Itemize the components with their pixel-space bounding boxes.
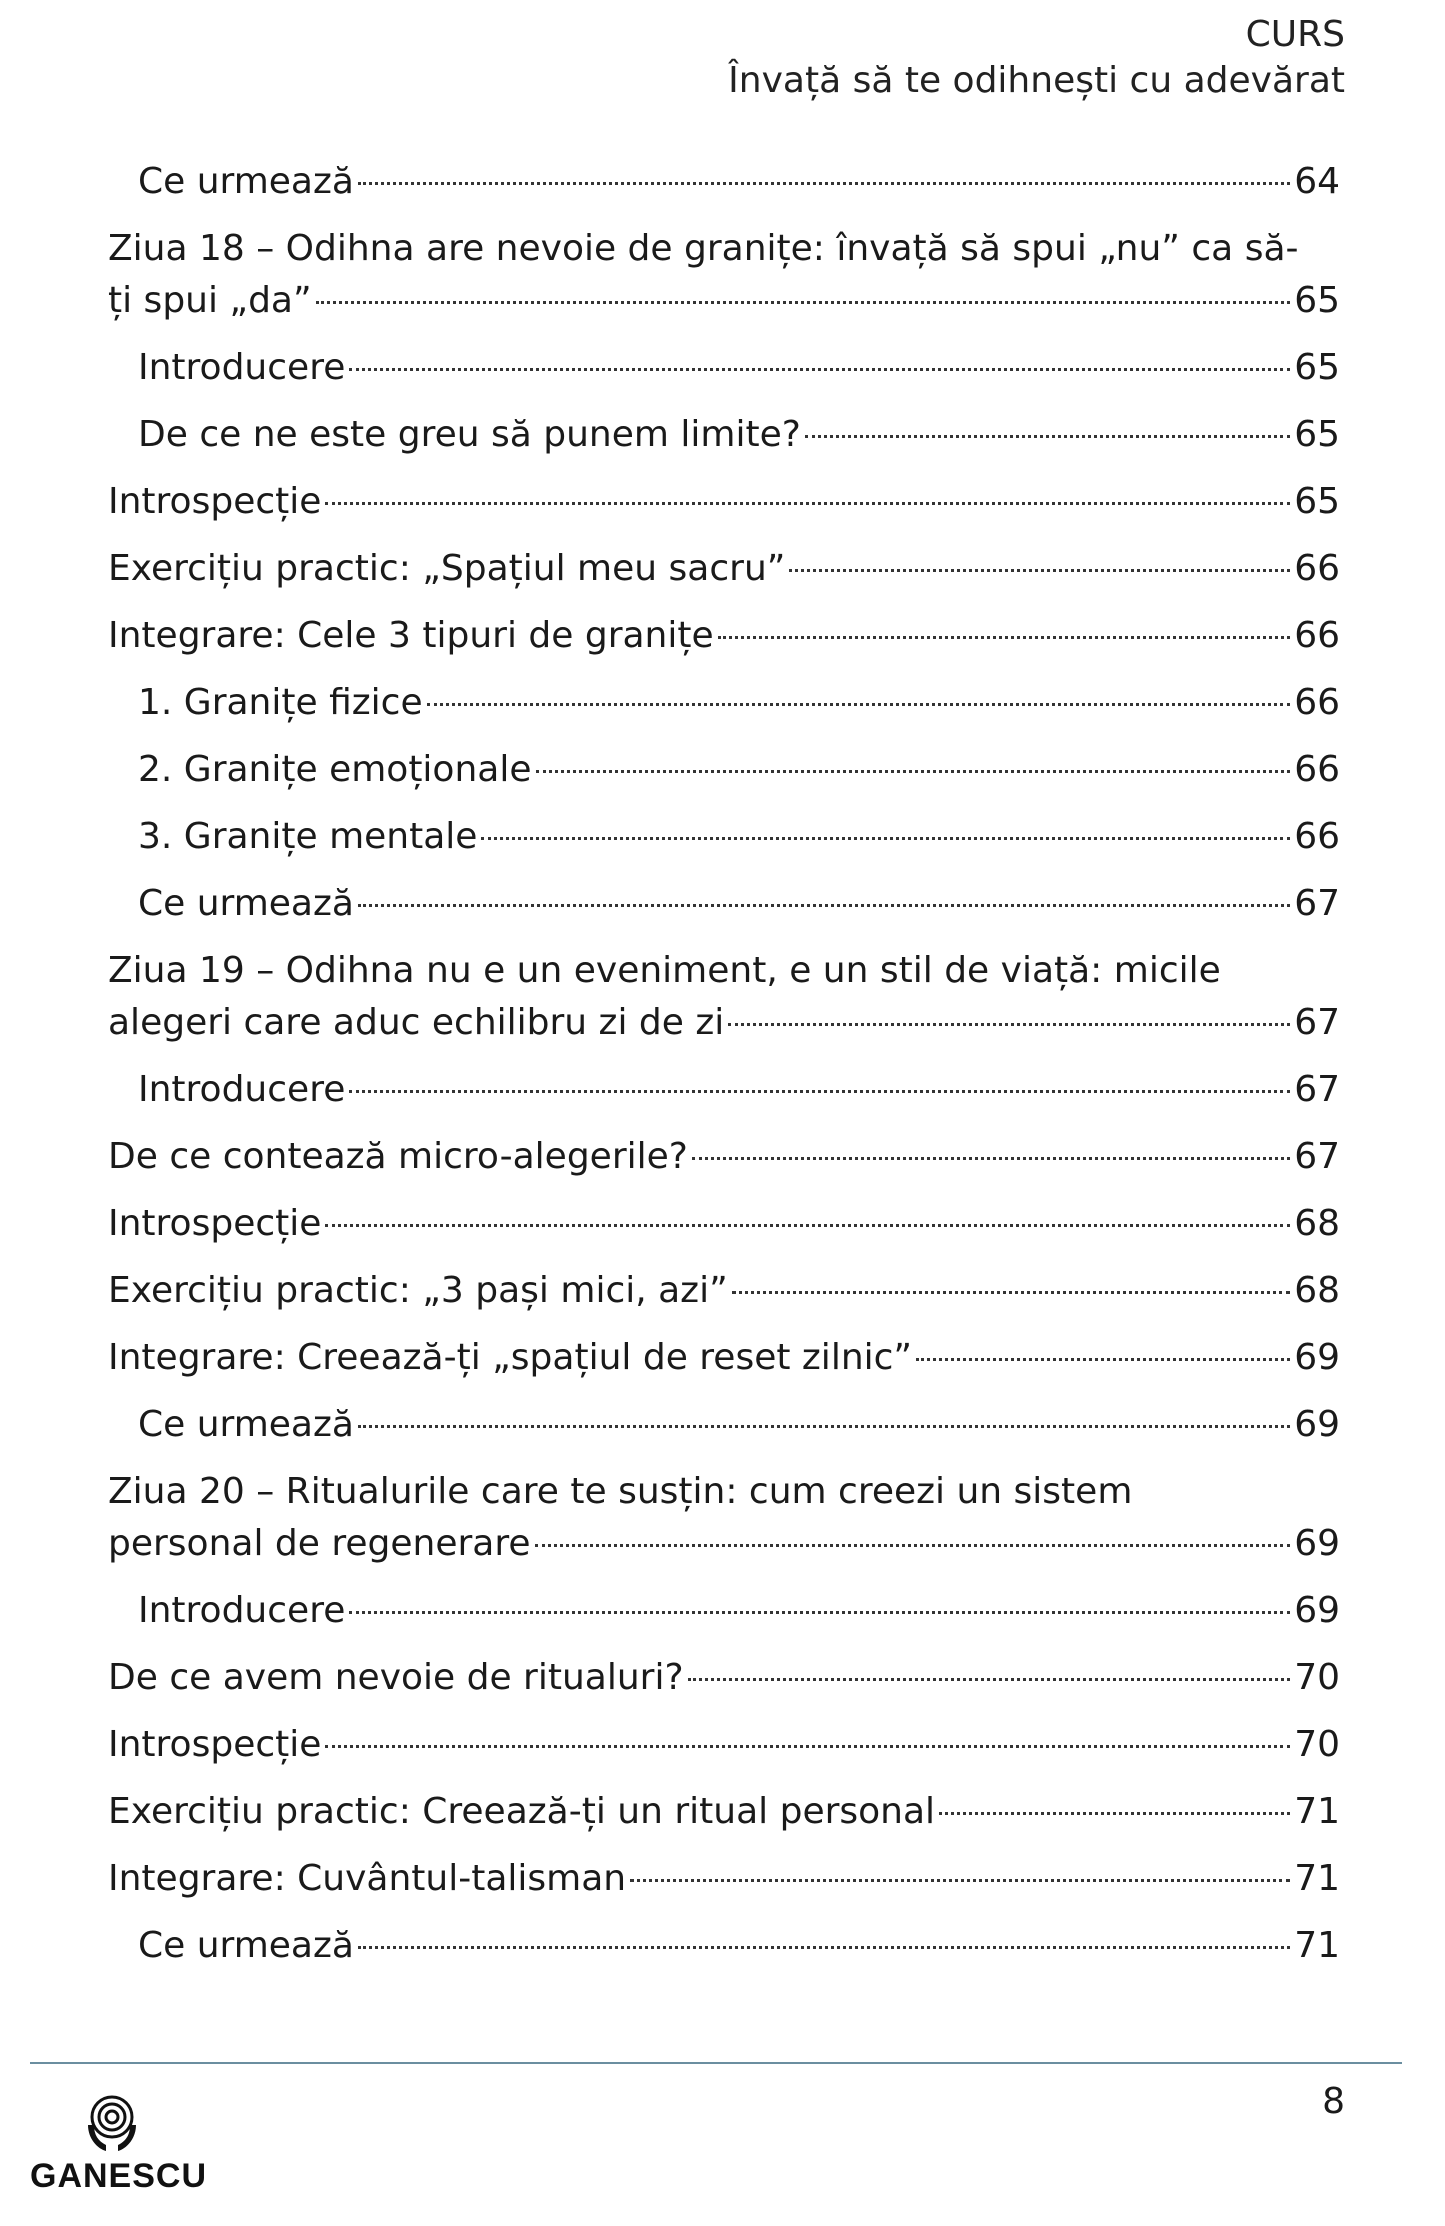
toc-entry-title: ți spui „da” [108,280,312,321]
toc-entry-page: 69 [1294,1590,1340,1631]
brand-name: GANESCU [30,2157,208,2195]
toc-entry-title: Ce urmează [138,1925,354,1966]
dot-leader [325,1224,1290,1227]
toc-entry-page: 68 [1294,1203,1340,1244]
toc-entry-page: 69 [1294,1523,1340,1564]
dot-leader [536,770,1291,773]
toc-entry[interactable] [108,610,1340,662]
toc-entry-title: Introducere [138,1069,346,1110]
toc-entry[interactable] [108,1652,1340,1704]
dot-leader [535,1544,1291,1547]
toc-entry[interactable] [108,744,1340,796]
dot-leader [316,301,1291,304]
dot-leader [358,904,1290,907]
toc-entry-title: De ce avem nevoie de ritualuri? [108,1657,684,1698]
toc-entry[interactable] [108,409,1340,461]
toc-entry[interactable] [108,1920,1340,1972]
dot-leader [358,1946,1290,1949]
toc-entry-title-line1: Ziua 18 – Odihna are nevoie de granițe: învață să spui „nu” ca să- [108,228,1299,269]
toc-entry[interactable] [108,476,1340,528]
dot-leader [481,837,1290,840]
toc-entry-page: 67 [1294,883,1340,924]
toc-entry-title: Integrare: Cele 3 tipuri de granițe [108,615,714,656]
toc-entry-page: 65 [1294,347,1340,388]
toc-entry-page: 65 [1294,481,1340,522]
toc-entry-title: De ce contează micro-alegerile? [108,1136,688,1177]
toc-entry[interactable] [108,342,1340,394]
page-number: 8 [1322,2081,1345,2122]
toc-entry-title: Ce urmează [138,1404,354,1445]
toc-entry-page: 66 [1294,548,1340,589]
dot-leader [916,1358,1290,1361]
toc-entry-page: 70 [1294,1657,1340,1698]
dot-leader [732,1291,1290,1294]
toc-entry-page: 71 [1294,1791,1340,1832]
toc-entry[interactable] [108,1064,1340,1116]
header-course-label: CURS [1245,14,1345,55]
toc-entry-page: 66 [1294,816,1340,857]
toc-entry-page: 66 [1294,749,1340,790]
toc-entry-title: personal de regenerare [108,1523,531,1564]
dot-leader [718,636,1291,639]
toc-entry-page: 69 [1294,1337,1340,1378]
toc-entry-title: Ce urmează [138,883,354,924]
toc-entry[interactable] [108,1332,1340,1384]
toc-entry[interactable] [108,1399,1340,1451]
toc-entry[interactable] [108,223,1340,327]
toc-entry-title: Introspecție [108,1724,322,1765]
toc-entry-page: 66 [1294,615,1340,656]
toc-entry[interactable] [108,811,1340,863]
toc-entry[interactable] [108,945,1340,1049]
dot-leader [688,1678,1291,1681]
toc-entry-page: 67 [1294,1136,1340,1177]
dot-leader [349,368,1290,371]
dot-leader [939,1812,1290,1815]
dot-leader [325,1745,1290,1748]
toc-entry-title: Exercițiu practic: „3 pași mici, azi” [108,1270,728,1311]
toc-entry[interactable] [108,1853,1340,1905]
brand-logo [30,2095,208,2196]
dot-leader [349,1090,1290,1093]
running-header [728,12,1345,104]
toc-entry-page: 67 [1294,1069,1340,1110]
dot-leader [349,1611,1290,1614]
toc-entry-title-line1: Ziua 20 – Ritualurile care te susțin: cum creezi un sistem [108,1471,1133,1512]
toc-entry-page: 68 [1294,1270,1340,1311]
toc-entry-title: Integrare: Creează-ți „spațiul de reset zilnic” [108,1337,913,1378]
toc-entry-page: 71 [1294,1925,1340,1966]
toc-entry-title: Introspecție [108,1203,322,1244]
toc-entry-page: 66 [1294,682,1340,723]
toc-entry-title: alegeri care aduc echilibru zi de zi [108,1002,725,1043]
dot-leader [358,1425,1290,1428]
toc-entry-page: 67 [1294,1002,1340,1043]
toc-entry-title: De ce ne este greu să punem limite? [138,414,801,455]
toc-entry[interactable] [108,1786,1340,1838]
toc-entry[interactable] [108,878,1340,930]
dot-leader [358,182,1290,185]
toc-entry-title: 1. Granițe fizice [138,682,423,723]
toc-entry-page: 71 [1294,1858,1340,1899]
toc-entry-title: Exercițiu practic: „Spațiul meu sacru” [108,548,786,589]
toc-entry[interactable] [108,1585,1340,1637]
dot-leader [427,703,1291,706]
toc-entry-page: 64 [1294,161,1340,202]
table-of-contents [108,156,1340,1987]
toc-entry-page: 70 [1294,1724,1340,1765]
toc-entry[interactable] [108,677,1340,729]
toc-entry-title: 3. Granițe mentale [138,816,478,857]
toc-entry-page: 65 [1294,414,1340,455]
toc-entry-page: 65 [1294,280,1340,321]
toc-entry-title-line1: Ziua 19 – Odihna nu e un eveniment, e un stil de viață: micile [108,950,1221,991]
toc-entry-page: 69 [1294,1404,1340,1445]
toc-entry[interactable] [108,543,1340,595]
dot-leader [692,1157,1290,1160]
toc-entry-title: Introducere [138,1590,346,1631]
dot-leader [325,502,1290,505]
dot-leader [630,1879,1290,1882]
toc-entry-title: 2. Granițe emoționale [138,749,532,790]
dot-leader [728,1023,1290,1026]
toc-entry-title: Introspecție [108,481,322,522]
toc-entry[interactable] [108,1719,1340,1771]
toc-entry-title: Ce urmează [138,161,354,202]
toc-entry[interactable] [108,1131,1340,1183]
dot-leader [805,435,1290,438]
toc-entry[interactable] [108,1466,1340,1570]
toc-entry[interactable] [108,1198,1340,1250]
dot-leader [789,569,1290,572]
header-course-title: Învață să te odihnești cu adevărat [728,60,1345,101]
ganescu-emblem-icon [82,2095,142,2153]
toc-entry[interactable] [108,1265,1340,1317]
footer-divider [30,2062,1402,2064]
toc-entry-title: Exercițiu practic: Creează-ți un ritual personal [108,1791,936,1832]
toc-entry[interactable] [108,156,1340,208]
toc-entry-title: Integrare: Cuvântul-talisman [108,1858,627,1899]
toc-entry-title: Introducere [138,347,346,388]
